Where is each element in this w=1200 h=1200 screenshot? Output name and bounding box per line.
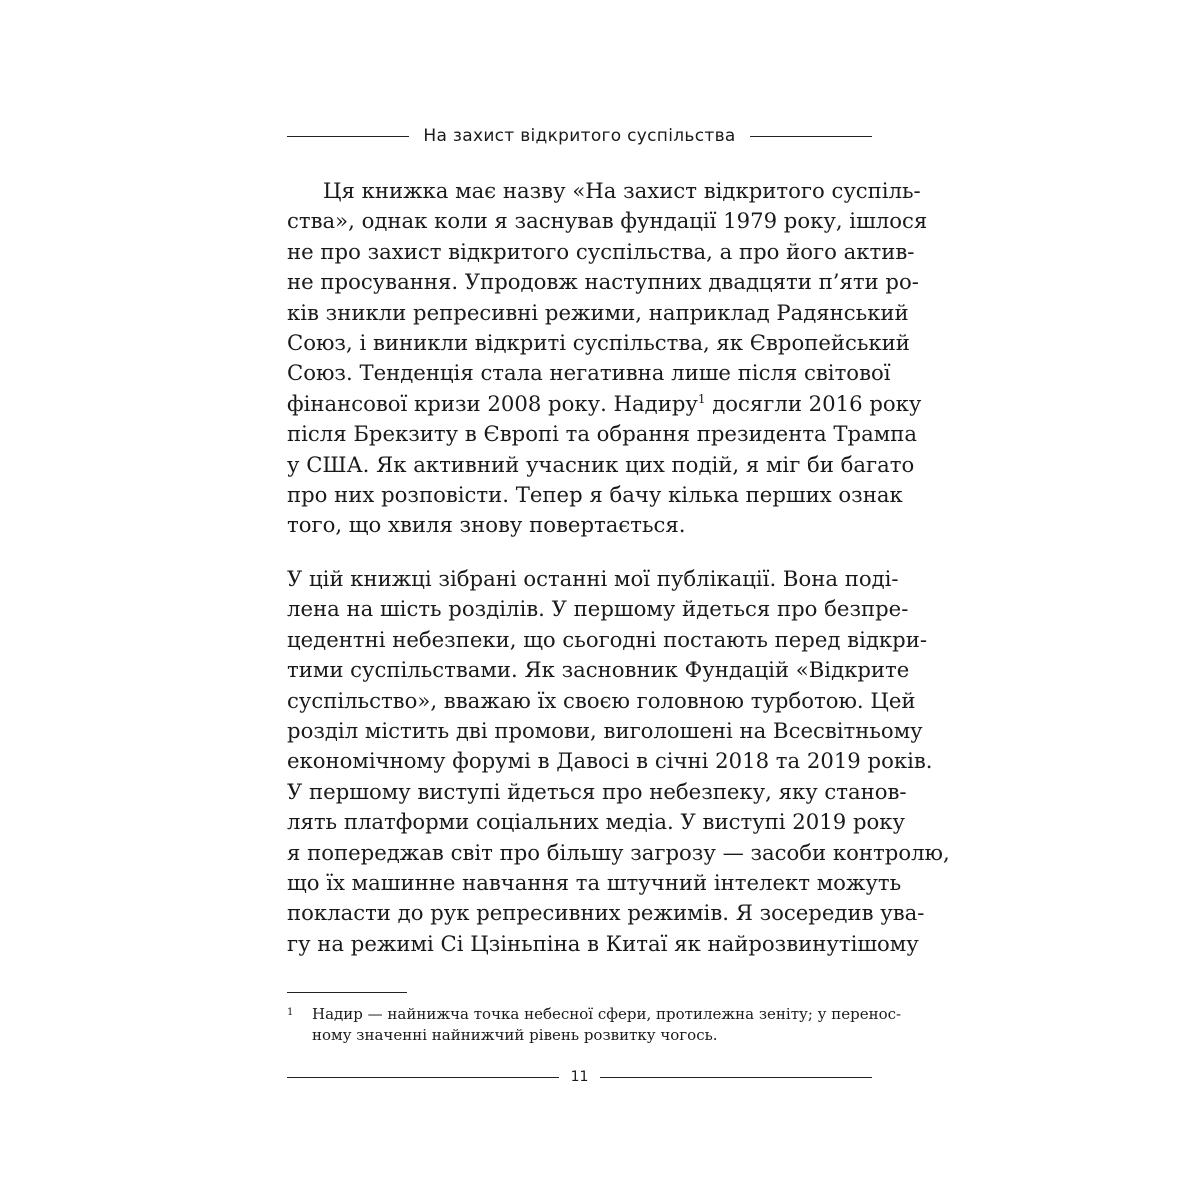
text-fragment: досягли 2016 року (705, 390, 922, 416)
footnote-text (312, 1004, 902, 1046)
text-line: про них розповісти. Тепер я бачу кілька перших ознак (287, 481, 903, 507)
text-line: тими суспільствами. Як засновник Фундацій «Відкрите (287, 657, 910, 683)
page-number: 11 (570, 1069, 589, 1085)
text-line: У першому виступі йдеться про небезпеку, яку станов- (287, 778, 907, 804)
text-line: не про захист відкритого суспільства, а про його актив- (287, 238, 915, 264)
text-line: ства», однак коли я заснував фундації 1979 року, ішлося (287, 208, 928, 234)
text-line: Ця книжка має назву «На захист відкритого суспіль- (323, 178, 921, 203)
footnote-marker: 1 (287, 1007, 294, 1018)
footer-rule-left (287, 1077, 559, 1078)
text-line: покласти до рук репресивних режимів. Я зосередив ува- (287, 900, 925, 926)
text-line-with-footnote (287, 389, 922, 419)
text-line: Союз. Тенденція стала негативна лише після світової (287, 360, 891, 386)
running-header (287, 122, 872, 150)
page-footer (287, 1066, 872, 1088)
text-line: суспільство», вважаю їх своєю головною турботою. Цей (287, 687, 916, 713)
footnote (287, 1004, 902, 1046)
footnote-line: Надир — найнижча точка небесної сфери, протилежна зеніту; у перенос- (312, 1005, 902, 1023)
text-line: я попереджав світ про більшу загрозу — засоби контролю, (287, 839, 950, 865)
footnote-separator (287, 992, 407, 993)
running-title: На захист відкритого суспільства (423, 126, 736, 146)
footer-rule-right (600, 1077, 872, 1078)
text-line: після Брекзиту в Європі та обрання президента Трампа (287, 421, 917, 447)
text-line: гу на режимі Сі Цзіньпіна в Китаї як найрозвинутішому (287, 930, 919, 956)
text-fragment: фінансової кризи 2008 року. Надиру (287, 390, 698, 416)
text-line: лять платформи соціальних медіа. У виступі 2019 року (287, 809, 905, 835)
text-line: що їх машинне навчання та штучний інтелект можуть (287, 869, 902, 895)
paragraph-1 (287, 176, 928, 541)
text-line: економічному форумі в Давосі в січні 2018 та 2019 років. (287, 748, 933, 774)
text-line: розділ містить дві промови, виголошені на Всесвітньому (287, 717, 923, 743)
text-line: лена на шість розділів. У першому йдеться про безпре- (287, 596, 909, 622)
text-line: у США. Як активний учасник цих подій, я міг би багато (287, 451, 915, 477)
text-line: цедентні небезпеки, що сьогодні постають перед відкри- (287, 626, 928, 652)
header-rule-right (750, 136, 872, 137)
footnote-line: ному значенні найнижчий рівень розвитку чогось. (312, 1026, 718, 1044)
text-line: У цій книжці зібрані останні мої публікації. Вона поді- (287, 566, 899, 591)
footnote-reference[interactable]: 1 (697, 391, 706, 406)
paragraph-2 (287, 564, 950, 959)
text-line: Союз, і виникли відкриті суспільства, як Європейський (287, 329, 910, 355)
text-line: не просування. Упродовж наступних двадцяти п’яти ро- (287, 269, 919, 295)
text-line: ків зникли репресивні режими, наприклад Радянський (287, 299, 909, 325)
header-rule-left (287, 136, 409, 137)
text-line: того, що хвиля знову повертається. (287, 512, 686, 538)
